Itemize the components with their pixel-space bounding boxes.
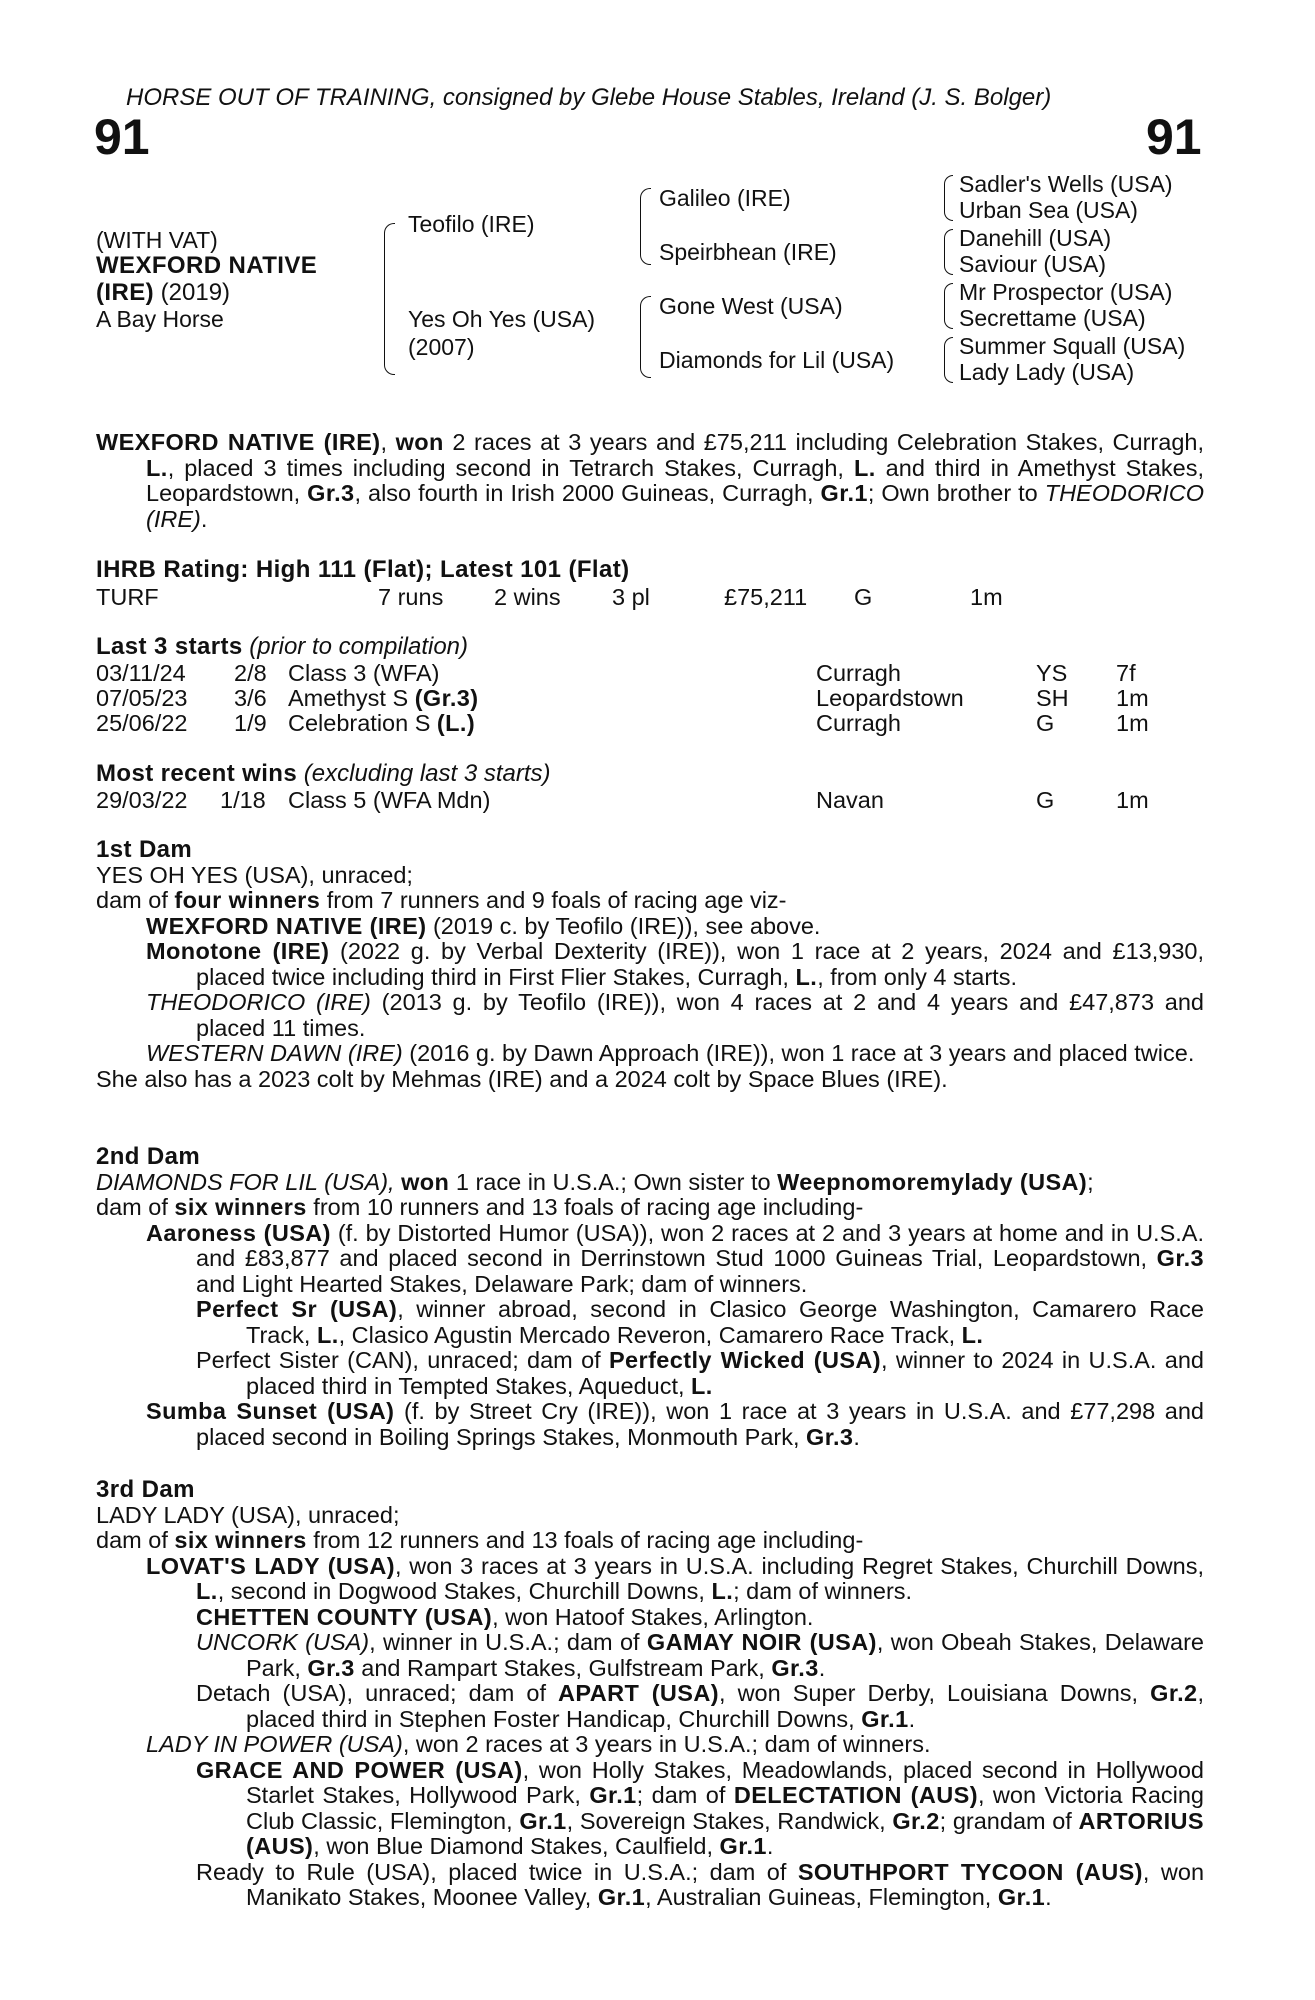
first-dam-heading: 1st Dam — [96, 836, 193, 863]
dam: Yes Oh Yes (USA) — [408, 306, 596, 332]
consignment-line: HORSE OUT OF TRAINING, consigned by Glebe House Stables, Ireland (J. S. Bolger) — [126, 84, 1052, 111]
sire-sire: Galileo (IRE) — [659, 185, 791, 211]
dam-sire: Gone West (USA) — [659, 293, 843, 319]
second-dam-heading: 2nd Dam — [96, 1143, 201, 1170]
third-dam-section: 3rd Dam LADY LADY (USA), unraced; dam of six winners from 12 runners and 13 foals of racing age including- LOVAT'S LADY (USA), won 3 races at 3 years in U.S.A. including Regret Stakes, Churchill Downs, L., second in Dogwood Stakes, Churchill Downs, L.; dam of winners. CHETTEN COUNTY (USA), won Hatoof Stakes, Arlington. UNCORK (USA), winner in U.S.A.; dam of GAMAY NOIR (USA), won Obeah Stakes, Delaware Park, Gr.3 and Rampart Stakes, Gulfstream Park, Gr.3. Detach (USA), unraced; dam of APART (USA), won Super Derby, Louisiana Downs, Gr.2, placed third in Stephen Foster Handicap, Churchill Downs, Gr.1. LADY IN POWER (USA), won 2 races at 3 years in U.S.A.; dam of winners. GRACE AND POWER (USA), won Holly Stakes, Meadowlands, placed second in Hollywood Starlet Stakes, Hollywood Park, Gr.1; dam of DELECTATION (AUS), won Victoria Racing Club Classic, Flemington, Gr.1, Sovereign Stakes, Randwick, Gr.2; grandam of ARTORIUS (AUS), won Blue Diamond Stakes, Caulfield, Gr.1. Ready to Rule (USA), placed twice in U.S.A.; dam of SOUTHPORT TYCOON (AUS), won Manikato Stakes, Moonee Valley, Gr.1, Australian Guineas, Flemington, Gr.1. — [96, 1476, 1205, 1910]
sss: Sadler's Wells (USA) — [959, 171, 1173, 197]
ddd: Lady Lady (USA) — [959, 359, 1135, 385]
third-dam-heading: 3rd Dam — [96, 1476, 195, 1503]
dam-foaled: (2007) — [408, 334, 475, 360]
pedigree-bracket-3d — [944, 337, 953, 383]
first-dam-section: 1st Dam YES OH YES (USA), unraced; dam of four winners from 7 runners and 9 foals of racing age viz- WEXFORD NATIVE (IRE) (2019 c. by Teofilo (IRE)), see above. Monotone (IRE) (2022 g. by Verbal Dexterity (IRE)), won 1 race at 2 years, 2024 and £13,930, placed twice including third in First Flier Stakes, Curragh, L., from only 4 starts. THEODORICO (IRE) (2013 g. by Teofilo (IRE)), won 4 races at 2 and 4 years and £47,873 and placed 11 times. WESTERN DAWN (IRE) (2016 g. by Dawn Approach (IRE)), won 1 race at 3 years and placed twice. She also has a 2023 colt by Mehmas (IRE) and a 2024 colt by Space Blues (IRE). — [96, 836, 1204, 1092]
dds: Summer Squall (USA) — [959, 333, 1186, 359]
sdd: Saviour (USA) — [959, 251, 1106, 277]
vat-note: (WITH VAT) — [96, 227, 218, 253]
dam-dam: Diamonds for Lil (USA) — [659, 347, 895, 373]
horse-name: WEXFORD NATIVE — [96, 252, 318, 279]
dss: Mr Prospector (USA) — [959, 279, 1173, 305]
pedigree-bracket-3c — [944, 283, 953, 329]
rating-row: TURF 7 runs 2 wins 3 pl £75,211 G 1m — [96, 584, 1003, 610]
second-dam-section: 2nd Dam DIAMONDS FOR LIL (USA), won 1 race in U.S.A.; Own sister to Weepnomoremylady (USA); dam of six winners from 10 runners and 13 foals of racing age including- Aaroness (USA) (f. by Distorted Humor (USA)), won 2 races at 2 and 3 years at home and in U.S.A. and £83,877 and placed second in Derrinstown Stud 1000 Guineas Trial, Leopardstown, Gr.3 and Light Hearted Stakes, Delaware Park; dam of winners. Perfect Sr (USA), winner abroad, second in Clasico George Washington, Camarero Race Track, L., Clasico Agustin Mercado Reveron, Camarero Race Track, L. Perfect Sister (CAN), unraced; dam of Perfectly Wicked (USA), winner to 2024 in U.S.A. and placed third in Tempted Stakes, Aqueduct, L. Sumba Sunset (USA) (f. by Street Cry (IRE)), won 1 race at 3 years in U.S.A. and £77,298 and placed second in Boiling Springs Stakes, Monmouth Park, Gr.3. — [96, 1143, 1204, 1450]
lot-number-right: 91 — [1146, 109, 1202, 165]
pedigree-bracket-1 — [384, 223, 395, 375]
sire-dam: Speirbhean (IRE) — [659, 239, 837, 265]
ssd: Urban Sea (USA) — [959, 197, 1138, 223]
pedigree-bracket-2a — [640, 188, 651, 265]
start-row: 07/05/23 3/6 Amethyst S (Gr.3) Leopardstown SH 1m — [96, 685, 1149, 711]
last-3-heading: Last 3 starts (prior to compilation) — [96, 633, 469, 660]
start-row: 25/06/22 1/9 Celebration S (L.) Curragh G 1m — [96, 710, 1149, 736]
pedigree-bracket-3a — [944, 175, 953, 221]
dsd: Secrettame (USA) — [959, 305, 1146, 331]
sire: Teofilo (IRE) — [408, 211, 535, 237]
pedigree-bracket-3b — [944, 229, 953, 275]
horse-suffix-year: (IRE) (2019) — [96, 279, 231, 306]
start-row: 03/11/24 2/8 Class 3 (WFA) Curragh YS 7f — [96, 660, 1136, 686]
sds: Danehill (USA) — [959, 225, 1112, 251]
win-row: 29/03/22 1/18 Class 5 (WFA Mdn) Navan G 1m — [96, 787, 1149, 813]
horse-description: A Bay Horse — [96, 306, 224, 332]
pedigree-bracket-2b — [640, 296, 651, 378]
lot-number-left: 91 — [94, 109, 150, 165]
rating-heading: IHRB Rating: High 111 (Flat); Latest 101 (Flat) — [96, 556, 630, 583]
race-summary: WEXFORD NATIVE (IRE), won 2 races at 3 years and £75,211 including Celebration Stakes, Curragh, L., placed 3 times including second in Tetrarch Stakes, Curragh, L. and third in Amethyst Stakes, Leopardstown, Gr.3, also fourth in Irish 2000 Guineas, Curragh, Gr.1; Own brother to THEODORICO (IRE). — [96, 429, 1204, 532]
recent-wins-heading: Most recent wins (excluding last 3 starts) — [96, 760, 551, 787]
